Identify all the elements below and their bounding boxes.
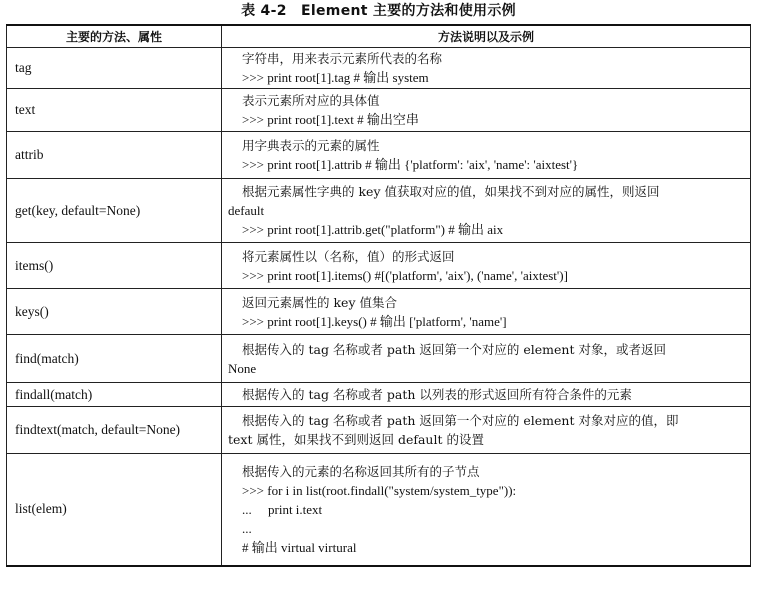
description-line: 字符串，用来表示元素所代表的名称 bbox=[242, 51, 443, 66]
method-description bbox=[222, 48, 751, 89]
method-name: keys() bbox=[7, 289, 222, 335]
header-description-example: 方法说明以及示例 bbox=[222, 25, 751, 48]
method-name: items() bbox=[7, 243, 222, 289]
description-line: 根据传入的 tag 名称或者 path 返回第一个对应的 element 对象，或者返回 bbox=[242, 341, 666, 357]
method-name: list(elem) bbox=[7, 454, 222, 566]
example-line: >>> print root[1].tag # 输出 system bbox=[242, 70, 429, 85]
description-line: 根据传入的 tag 名称或者 path 以列表的形式返回所有符合条件的元素 bbox=[242, 387, 632, 402]
method-description bbox=[222, 407, 751, 454]
example-line: # 输出 virtual virtural bbox=[242, 539, 357, 555]
table-row bbox=[7, 48, 751, 89]
table-row bbox=[7, 179, 751, 243]
table-row bbox=[7, 454, 751, 566]
table-row bbox=[7, 407, 751, 454]
description-line: 根据传入的元素的名称返回其所有的子节点 bbox=[242, 463, 480, 479]
description-line: 根据元素属性字典的 key 值获取对应的值，如果找不到对应的属性，则返回 bbox=[242, 184, 660, 199]
description-line: 用字典表示的元素的属性 bbox=[242, 138, 380, 153]
description-line: default bbox=[228, 203, 265, 218]
method-description bbox=[222, 335, 751, 383]
description-line: text 属性，如果找不到则返回 default 的设置 bbox=[228, 432, 484, 447]
method-description bbox=[222, 243, 751, 289]
description-line: 表示元素所对应的具体值 bbox=[242, 93, 380, 108]
example-line: >>> print root[1].keys() # 输出 ['platform', 'name'] bbox=[242, 313, 507, 329]
method-description bbox=[222, 289, 751, 335]
table-header-row bbox=[7, 25, 751, 48]
example-line: >>> print root[1].text # 输出空串 bbox=[242, 112, 419, 127]
method-name: tag bbox=[7, 48, 222, 89]
method-name: get(key, default=None) bbox=[7, 179, 222, 243]
method-name: find(match) bbox=[7, 335, 222, 383]
example-line: ... print i.text bbox=[242, 501, 323, 517]
table-row bbox=[7, 383, 751, 407]
table-row bbox=[7, 89, 751, 132]
header-method-attribute: 主要的方法、属性 bbox=[7, 25, 222, 48]
table-row bbox=[7, 243, 751, 289]
method-name: text bbox=[7, 89, 222, 132]
description-line: 将元素属性以（名称，值）的形式返回 bbox=[242, 248, 455, 264]
table-row bbox=[7, 289, 751, 335]
description-line: None bbox=[228, 360, 257, 376]
table-row bbox=[7, 132, 751, 179]
method-description bbox=[222, 89, 751, 132]
method-description bbox=[222, 383, 751, 407]
method-name: attrib bbox=[7, 132, 222, 179]
description-line: 返回元素属性的 key 值集合 bbox=[242, 294, 397, 310]
example-line: >>> print root[1].attrib # 输出 {'platform': 'aix', 'name': 'aixtest'} bbox=[242, 157, 579, 172]
method-description bbox=[222, 454, 751, 566]
table-row bbox=[7, 335, 751, 383]
method-description bbox=[222, 179, 751, 243]
example-line: ... bbox=[242, 520, 252, 536]
example-line: >>> print root[1].items() #[('platform', 'aix'), ('name', 'aixtest')] bbox=[242, 267, 568, 283]
element-methods-table bbox=[6, 24, 751, 567]
table-caption: 表 4-2 Element 主要的方法和使用示例 bbox=[241, 3, 516, 19]
example-line: >>> for i in list(root.findall("system/system_type")): bbox=[242, 482, 517, 498]
method-name: findall(match) bbox=[7, 383, 222, 407]
description-line: 根据传入的 tag 名称或者 path 返回第一个对应的 element 对象对应的值，即 bbox=[242, 413, 679, 428]
method-name: findtext(match, default=None) bbox=[7, 407, 222, 454]
example-line: >>> print root[1].attrib.get("platform") # 输出 aix bbox=[242, 222, 504, 237]
method-description bbox=[222, 132, 751, 179]
